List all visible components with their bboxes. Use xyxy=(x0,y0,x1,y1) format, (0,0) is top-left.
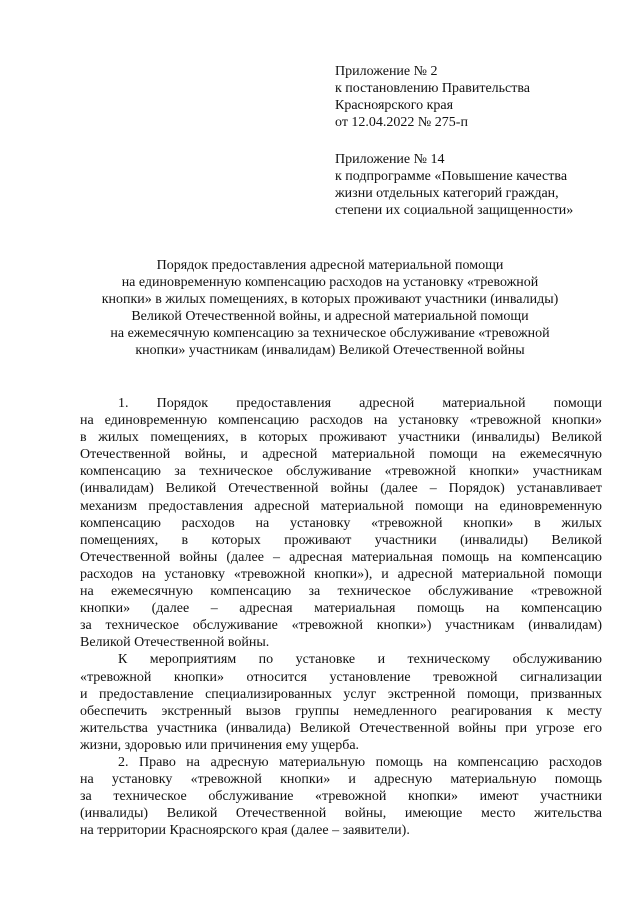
appendix-2-line: Красноярского края xyxy=(335,98,454,113)
body-line: (инвалидам) Великой Отечественной войны (далее – Порядок) устанавливает xyxy=(80,481,602,497)
body-line: жительства участника (инвалида) Великой Отечественной войны при угрозе его xyxy=(80,720,602,736)
body-line: обеспечить экстренный вызов группы немедленного реагирования к месту xyxy=(80,703,602,719)
title-line: на единовременную компенсацию расходов на установку «тревожной xyxy=(121,275,539,290)
title-line: Порядок предоставления адресной материальной помощи xyxy=(156,258,504,273)
body-line: кнопки» (далее – адресная материальная помощь на компенсацию xyxy=(80,601,602,617)
body-line: и предоставление специализированных услуг экстренной помощи, призванных xyxy=(80,686,602,702)
body-line: «тревожной кнопки» относится установление тревожной сигнализации xyxy=(80,669,602,685)
body-line: расходов на установку «тревожной кнопки»), и адресной материальной помощи xyxy=(80,566,602,582)
appendix-2-header xyxy=(335,63,625,131)
body-line: механизм предоставления адресной материальной помощи на единовременную xyxy=(80,498,602,514)
body-line: Великой Отечественной войны. xyxy=(80,635,270,651)
body-line: Отечественной войны (далее – адресная материальная помощь на компенсацию xyxy=(80,549,602,565)
body-line: на установку «тревожной кнопки» и адресную материальную помощь xyxy=(80,772,602,788)
body-line: компенсацию расходов на установку «тревожной кнопки» в жилых xyxy=(80,515,602,531)
body-line: Отечественной войны, и адресной материальной помощи на ежемесячную xyxy=(80,447,602,463)
body-line: (инвалиды) Великой Отечественной войны, имеющие место жительства xyxy=(80,806,602,822)
body-line: 1. Порядок предоставления адресной материальной помощи xyxy=(118,396,602,411)
appendix-2-line: Приложение № 2 xyxy=(335,64,438,79)
body-line: компенсацию за техническое обслуживание «тревожной кнопки» участникам xyxy=(80,464,602,480)
title-line: кнопки» участникам (инвалидам) Великой Отечественной войны xyxy=(135,343,525,358)
appendix-14-header xyxy=(335,151,625,219)
body-line: на территории Красноярского края (далее – заявители). xyxy=(80,823,410,839)
body-line: жизни, здоровью или причинения ему ущерба. xyxy=(80,737,360,753)
title-line: на ежемесячную компенсацию за техническое обслуживание «тревожной xyxy=(110,326,550,341)
body-line: 2. Право на адресную материальную помощь на компенсацию расходов xyxy=(118,754,602,770)
appendix-2-line: от 12.04.2022 № 275-п xyxy=(335,115,468,130)
appendix-2-line: к постановлению Правительства xyxy=(335,81,531,96)
appendix-14-line: жизни отдельных категорий граждан, xyxy=(335,186,559,201)
body-line: К мероприятиям по установке и техническому обслуживанию xyxy=(118,652,602,668)
body-line: помещениях, в которых проживают участники (инвалиды) Великой xyxy=(80,532,602,548)
body-line: на единовременную компенсацию расходов на установку «тревожной кнопки» xyxy=(80,413,602,429)
document-body xyxy=(80,395,602,839)
appendix-14-line: степени их социальной защищенности» xyxy=(335,203,574,218)
appendix-14-line: к подпрограмме «Повышение качества xyxy=(335,169,568,184)
document-title xyxy=(60,257,600,359)
appendix-14-line: Приложение № 14 xyxy=(335,152,445,167)
body-line: на ежемесячную компенсацию за техническое обслуживание «тревожной xyxy=(80,584,602,600)
body-line: в жилых помещениях, в которых проживают участники (инвалиды) Великой xyxy=(80,430,602,446)
body-line: за техническое обслуживание «тревожной кнопки» имеют участники xyxy=(80,789,602,805)
body-line: за техническое обслуживание «тревожной кнопки») участникам (инвалидам) xyxy=(80,618,602,634)
title-line: кнопки» в жилых помещениях, в которых проживают участники (инвалиды) xyxy=(101,292,559,307)
title-line: Великой Отечественной войны, и адресной материальной помощи xyxy=(131,309,529,324)
